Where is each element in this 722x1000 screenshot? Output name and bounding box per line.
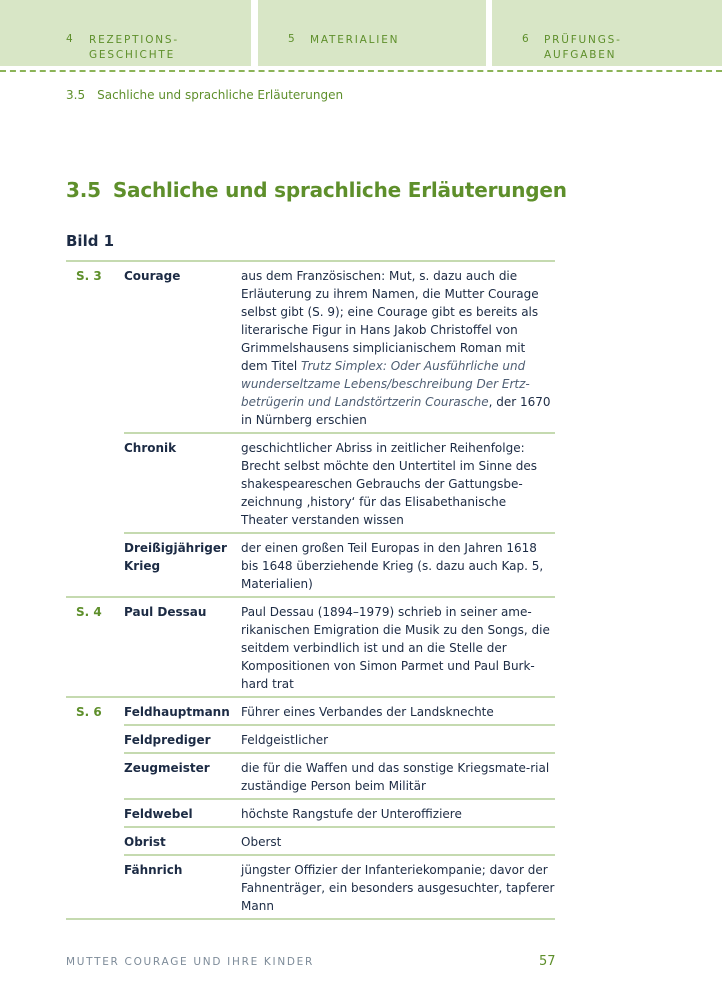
glossary-row [66,697,555,725]
tab-pruefungsaufgaben[interactable] [492,0,722,66]
glossary-row [66,261,555,433]
glossary-term: Obrist [124,827,241,855]
section-heading [66,178,567,202]
glossary-term: Dreißigjähriger Krieg [124,533,241,597]
glossary-term: Zeugmeister [124,753,241,799]
tab-label: PRÜFUNGS- AUFGABEN [544,34,622,61]
running-head-number: 3.5 [66,88,86,102]
definition-text: aus dem Französischen: Mut, s. dazu auch die Erläuterung zu ihrem Namen, die Mutter Courage selbst gibt (S. 9); eine Courage gibt es bereits als literarische Figur in Hans Jakob Christoffel von Grimmelshausens simplicianischem Roman mit dem Titel [241,269,539,373]
glossary-row [66,799,555,827]
running-head [66,88,343,102]
tab-rezeptionsgeschichte[interactable] [0,0,251,66]
glossary-definition: höchste Rangstufe der Unteroffiziere [241,799,555,827]
glossary-row [66,725,555,753]
glossary-definition: Führer eines Verbandes der Landsknechte [241,697,555,725]
tab-number: 4 [66,33,75,45]
page-ref: S. 6 [66,697,124,725]
page-ref [66,433,124,533]
glossary-definition: Oberst [241,827,555,855]
tab-label: MATERIALIEN [310,34,400,46]
tab-label: REZEPTIONS- GESCHICHTE [89,34,179,61]
glossary-term: Feldwebel [124,799,241,827]
page-ref: S. 3 [66,261,124,433]
glossary-definition: Feldgeistlicher [241,725,555,753]
glossary-row [66,597,555,697]
page-ref [66,725,124,753]
page-ref [66,799,124,827]
glossary-term: Paul Dessau [124,597,241,697]
glossary-definition: geschichtlicher Abriss in zeitlicher Reihenfolge: Brecht selbst möchte den Untertitel im Sinne des shakespeareschen Gebrauchs der Gattungsbe-zeichnung ‚history‘ für das Elisabethanische Theater verstanden wissen [241,433,555,533]
footer-book-title: MUTTER COURAGE UND IHRE KINDER [66,956,314,968]
glossary-term: Feldhauptmann [124,697,241,725]
section-title: Sachliche und sprachliche Erläuterungen [112,178,567,202]
glossary-definition: jüngster Offizier der Infanteriekompanie; davor der Fahnenträger, ein besonders ausgesuchter, tapferer Mann [241,855,555,919]
tab-materialien[interactable] [258,0,486,66]
glossary-row [66,827,555,855]
glossary-row [66,855,555,919]
glossary-definition: die für die Waffen und das sonstige Kriegsmate-rial zuständige Person beim Militär [241,753,555,799]
glossary-table [66,260,555,920]
glossary-term: Feldprediger [124,725,241,753]
section-number: 3.5 [66,178,101,202]
tab-number: 6 [522,33,531,45]
book-title: Trutz Simplex: Oder Ausführliche und wunderseltzame Lebens/beschreibung Der Ertz-betrügerin und Landstörtzerin Courasche [241,359,530,409]
glossary-row [66,433,555,533]
definition-text: , der 1670 in Nürnberg erschien [241,395,551,427]
chapter-tabs [0,0,722,68]
page-ref [66,855,124,919]
glossary-definition: der einen großen Teil Europas in den Jahren 1618 bis 1648 überziehende Krieg (s. dazu auch Kap. 5, Materialien) [241,533,555,597]
page-ref [66,827,124,855]
dashed-divider [0,70,722,72]
glossary-definition [241,261,555,433]
page-ref: S. 4 [66,597,124,697]
glossary-term: Courage [124,261,241,433]
tab-number: 5 [288,33,297,45]
running-head-title: Sachliche und sprachliche Erläuterungen [97,88,344,102]
page-ref [66,533,124,597]
subheading: Bild 1 [66,232,115,250]
glossary-row [66,533,555,597]
glossary-term: Fähnrich [124,855,241,919]
glossary-term: Chronik [124,433,241,533]
page-number: 57 [539,954,556,969]
page-ref [66,753,124,799]
glossary-row [66,753,555,799]
glossary-definition: Paul Dessau (1894–1979) schrieb in seiner ame-rikanischen Emigration die Musik zu den Songs, die seitdem verbindlich ist und an die Stelle der Kompositionen von Simon Parmet und Paul Burk-hard trat [241,597,555,697]
